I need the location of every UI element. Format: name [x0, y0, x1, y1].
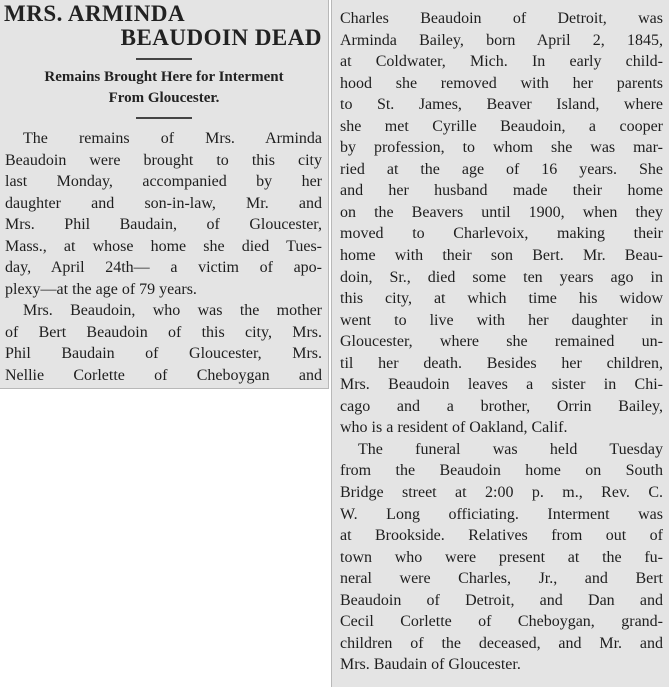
right-column-body	[332, 0, 669, 676]
text-line: went to live with her daughter in	[340, 311, 663, 329]
text-line: Mrs. Phil Baudain, of Gloucester,	[5, 216, 322, 234]
text-line: children of the deceased, and Mr. and	[340, 634, 663, 652]
text-line: at Brookside. Relatives from out of	[340, 527, 663, 545]
headline-divider	[136, 58, 192, 60]
text-line: Beaudoin were brought to this city	[5, 151, 322, 169]
text-line: Mass., at whose home she died Tues-	[5, 237, 322, 255]
text-line: Mrs. Baudain of Gloucester.	[340, 656, 521, 674]
text-line: Mrs. Beaudoin leaves a sister in Chi-	[340, 376, 663, 394]
text-line: and her husband made their home	[340, 182, 663, 200]
headline-line-1: MRS. ARMINDA	[4, 1, 186, 26]
text-line: Mrs. Beaudoin, who was the mother	[23, 302, 322, 320]
text-line: Nellie Corlette of Cheboygan and	[5, 367, 322, 385]
text-line: til her death. Besides her children,	[340, 354, 663, 372]
text-line: daughter and son-in-law, Mr. and	[5, 194, 322, 212]
text-line: W. Long officiating. Interment was	[340, 505, 663, 523]
headline-line-2: BEAUDOIN DEAD	[120, 25, 322, 50]
text-line: home with their son Bert. Mr. Beau-	[340, 247, 663, 265]
text-line: hood she removed with her parents	[340, 74, 663, 92]
subheadline-line-2: From Gloucester.	[108, 90, 220, 106]
text-line: last Monday, accompanied by her	[5, 173, 322, 191]
text-line: of Bert Beaudoin of this city, Mrs.	[5, 323, 322, 341]
text-line: The funeral was held Tuesday	[358, 440, 663, 458]
article-clipping-right	[331, 0, 669, 687]
text-line: this city, at which time his widow	[340, 290, 663, 308]
text-line: doin, Sr., died some ten years ago in	[340, 268, 663, 286]
text-line: Phil Baudain of Gloucester, Mrs.	[5, 345, 322, 363]
text-line: on the Beavers until 1900, when they	[340, 203, 663, 221]
text-line: town who were present at the fu-	[340, 548, 663, 566]
text-line: at Coldwater, Mich. In early child-	[340, 53, 663, 71]
text-line: to St. James, Beaver Island, where	[340, 96, 663, 114]
text-line: Arminda Bailey, born April 2, 1845,	[340, 31, 663, 49]
text-line: moved to Charlevoix, making their	[340, 225, 663, 243]
text-line: neral were Charles, Jr., and Bert	[340, 570, 663, 588]
text-line: Cecil Corlette of Cheboygan, grand-	[340, 613, 663, 631]
subheadline-divider	[136, 117, 192, 119]
text-line: day, April 24th— a victim of apo-	[5, 259, 322, 277]
text-line: who is a resident of Oakland, Calif.	[340, 419, 568, 437]
left-column-body	[0, 128, 328, 387]
text-line: plexy—at the age of 79 years.	[5, 280, 197, 298]
text-line: Gloucester, where she remained un-	[340, 333, 663, 351]
text-line: cago and a brother, Orrin Bailey,	[340, 397, 663, 415]
text-line: Charles Beaudoin of Detroit, was	[340, 10, 663, 27]
text-line: ried at the age of 16 years. She	[340, 160, 663, 178]
text-line: by profession, to whom she was mar-	[340, 139, 663, 157]
article-clipping-left	[0, 0, 329, 389]
subheadline-line-1: Remains Brought Here for Interment	[44, 69, 284, 85]
text-line: Bridge street at 2:00 p. m., Rev. C.	[340, 484, 663, 502]
text-line: from the Beaudoin home on South	[340, 462, 663, 480]
text-line: she met Cyrille Beaudoin, a cooper	[340, 117, 663, 135]
text-line: Beaudoin of Detroit, and Dan and	[340, 591, 663, 609]
text-line: The remains of Mrs. Arminda	[23, 130, 322, 147]
